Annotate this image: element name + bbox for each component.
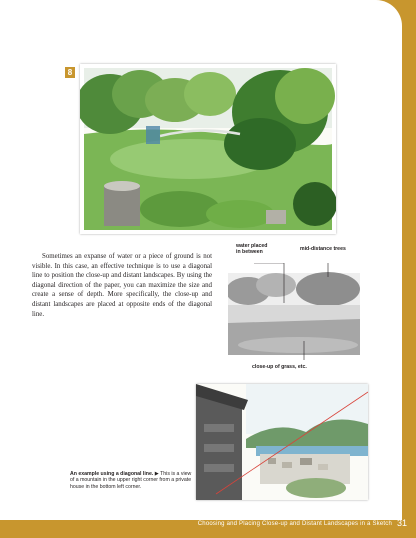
caption-text: This is a view of a mountain in the upper right corner from a private house in the bottom left corner.	[70, 471, 192, 490]
section-number-badge: 8	[65, 67, 75, 78]
caption-title: An example using a diagonal line.	[70, 471, 154, 477]
footer-chapter-title: Choosing and Placing Close-up and Distant Landscapes in a Sketch	[197, 521, 392, 527]
body-paragraph: Sometimes an expanse of water or a piece of ground is not visible. In this case, an effective technique is to use a diagonal line to position the close-up and distant landscapes. By using the diagonal direction of the paper, you can maximize the size and create a sense of depth. More specifically, the close-up and distant landscapes are placed at opposite ends of the diagonal line.	[32, 253, 212, 318]
annotation-water-line2: in between	[236, 249, 263, 255]
grayscale-landscape-diagram	[228, 263, 360, 360]
caption-arrow-icon: ▶	[154, 471, 159, 477]
diagonal-line-sketch	[196, 384, 368, 500]
annotation-water-line1: water placed	[236, 243, 268, 249]
annotation-close-up: close-up of grass, etc.	[252, 364, 307, 370]
annotation-water	[236, 243, 276, 255]
garden-watercolor-painting	[80, 64, 336, 234]
figure-caption	[70, 471, 196, 490]
annotation-mid-distance: mid-distance trees	[300, 246, 346, 252]
page-number: 31	[396, 518, 407, 528]
